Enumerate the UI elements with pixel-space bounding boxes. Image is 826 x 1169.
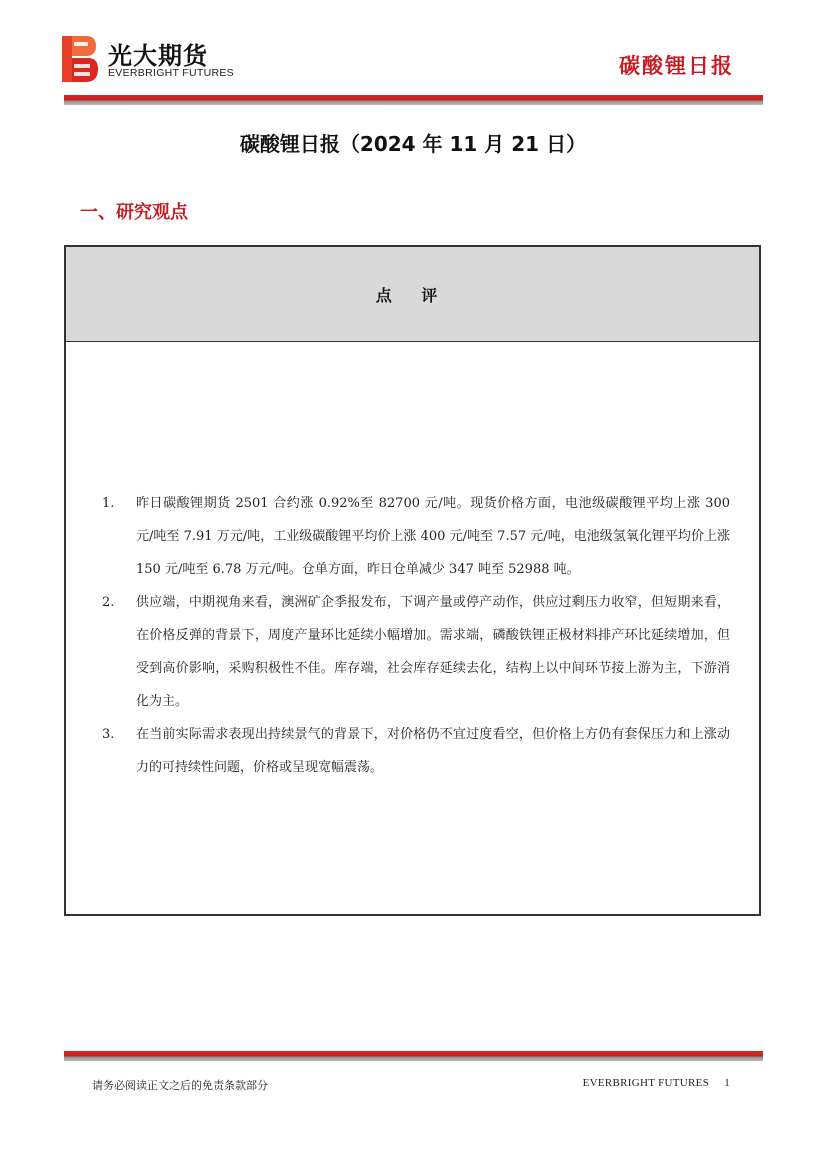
review-header [66, 247, 759, 342]
list-item [102, 586, 730, 718]
list-item-text: 在当前实际需求表现出持续景气的背景下，对价格仍不宜过度看空，但价格上方仍有套保压力和上涨动力的可持续性问题，价格或呈现宽幅震荡。 [136, 727, 730, 775]
section-heading: 一、研究观点 [80, 202, 188, 223]
list-item-number: 2. [102, 595, 115, 610]
footer-info [583, 1077, 730, 1089]
everbright-logo-icon [62, 36, 98, 82]
page-number: 1 [724, 1077, 730, 1089]
review-list [102, 487, 730, 784]
review-header-label: 点 评 [375, 285, 450, 305]
list-item-text: 昨日碳酸锂期货 2501 合约涨 0.92%至 82700 元/吨。现货价格方面，电池级碳酸锂平均上涨 300 元/吨至 7.91 万元/吨，工业级碳酸锂平均价上涨 400 元/吨至 7.57 元/吨，电池级氢氧化锂平均价上涨 150 元/吨至 6.78 万元/吨。仓单方面，昨日仓单减少 347 吨至 52988 吨。 [136, 496, 730, 577]
list-item-text: 供应端，中期视角来看，澳洲矿企季报发布，下调产量或停产动作，供应过剩压力收窄，但短期来看，在价格反弹的背景下，周度产量环比延续小幅增加。需求端，磷酸铁锂正极材料排产环比延续增加，但受到高价影响，采购积极性不佳。库存端，社会库存延续去化，结构上以中间环节接上游为主，下游消化为主。 [136, 595, 730, 709]
logo-chinese-name: 光大期货 [108, 42, 208, 70]
list-item [102, 718, 730, 784]
list-item-number: 1. [102, 496, 115, 511]
header-divider [64, 95, 763, 105]
company-logo [62, 36, 242, 82]
footer-divider [64, 1051, 763, 1061]
logo-english-name: EVERBRIGHT FUTURES [108, 67, 234, 79]
header-report-title: 碳酸锂日报 [619, 54, 734, 78]
footer-company: EVERBRIGHT FUTURES [582, 1077, 710, 1089]
footer-disclaimer: 请务必阅读正文之后的免责条款部分 [92, 1079, 268, 1092]
list-item [102, 487, 730, 586]
review-table [64, 245, 761, 916]
list-item-number: 3. [102, 727, 115, 742]
document-title: 碳酸锂日报（2024 年 11 月 21 日） [239, 132, 587, 156]
